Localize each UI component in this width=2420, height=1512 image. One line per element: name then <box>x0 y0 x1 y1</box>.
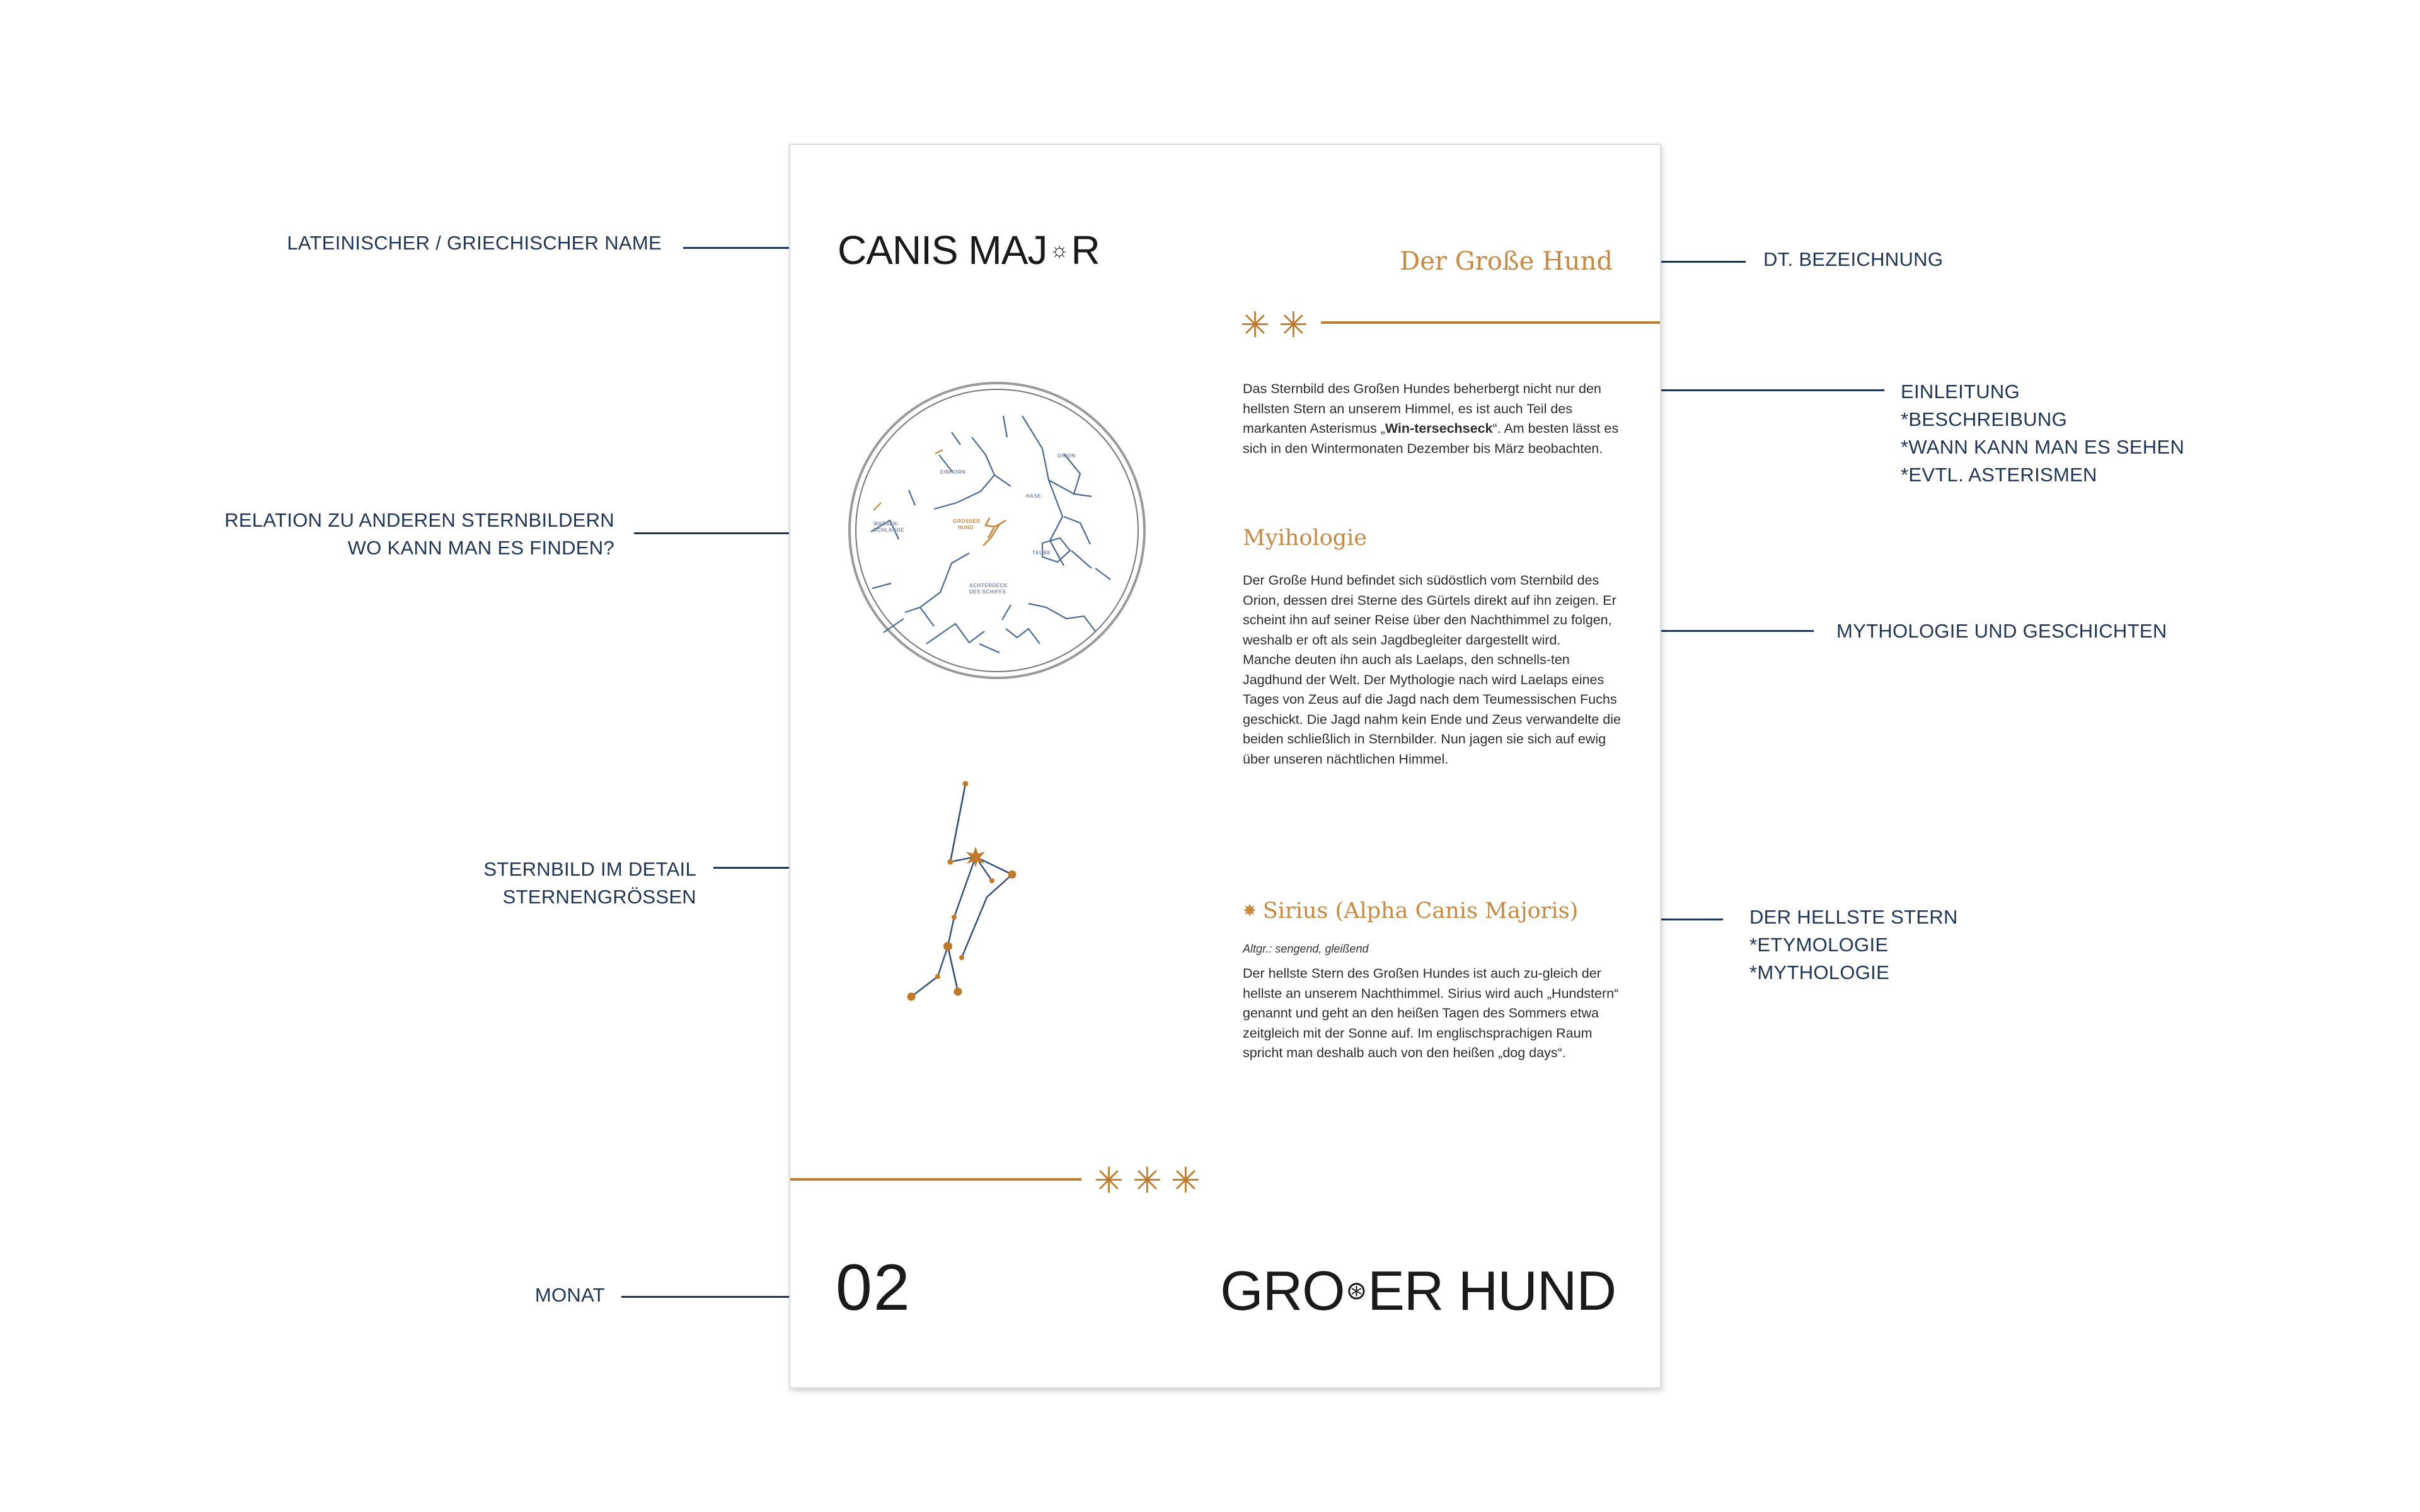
annotation-detail: STERNBILD IM DETAIL STERNENGRÖSSEN <box>483 858 696 908</box>
star-b-icon: ⊛ <box>1345 1277 1367 1305</box>
mythology-text: Der Große Hund befindet sich südöstlich vom Sternbild des Orion, dessen drei Sterne des Gürtels direkt auf ihn zeigen. Er scheint ihn auf seiner Reise über den Nachthimmel zu folgen, weshalb er oft als sein Jagdbegleiter dargestellt wird. Manche deuten ihn auch als Laelaps, den schnells-ten Jagdhund der Welt. Der Mythologie nach wird Laelaps eines Tages von Zeus auf die Jagd nach dem Teumessischen Fuchs geschickt. Die Jagd nahm kein Ende und Zeus verwandelte die beiden schließlich in Sternbilder. Nun jagen sie sich auf ewig über unseren nächtlichen Himmel. <box>1243 573 1621 767</box>
map-label-grosser-hund-1: GROSSER <box>953 518 981 524</box>
annotation-line-latin <box>683 247 797 249</box>
map-label-einhorn: EINHORN <box>940 469 966 475</box>
intro-text: Das Sternbild des Großen Hundes beherbergt nicht nur den hellsten Stern an unserem Himmel, es ist auch Teil des markanten Asterismus „Win-tersechseck“. Am besten lässt es sich in den Wintermonaten Dezember bis März beobachten. <box>1243 381 1619 456</box>
sirius-text: Der hellste Stern des Großen Hundes ist auch zu-gleich der hellste an unserem Nachthimmel. Sirius wird auch „Hundstern“ genannt und geht an den heißen Tagen des Sommers etwa zeitgleich mit der Sonne auf. Im englischsprachigen Raum spricht man deshalb auch von den heißen „dog days“. <box>1243 966 1619 1060</box>
annotation-latin-name: LATEINISCHER / GRIECHISCHER NAME <box>287 232 662 254</box>
map-label-orion: ORION <box>1057 453 1076 459</box>
sirius-etymology: Altgr.: sengend, gleißend <box>1243 942 1369 955</box>
annotation-relation: RELATION ZU ANDEREN STERNBILDERN WO KANN MAN ES FINDEN? <box>224 509 614 559</box>
latin-name: CANIS MAJ ☼ R <box>838 227 1100 273</box>
star-o-icon: ☼ <box>1049 238 1069 262</box>
annotation-line-mythology <box>1640 630 1814 632</box>
mythology-heading: Myihologie <box>1243 525 1367 551</box>
annotation-line-intro <box>1642 389 1884 391</box>
divider-stars-three: ✳✳✳ <box>1094 1160 1209 1200</box>
sirius-star-icon: ✸ <box>1243 902 1257 920</box>
sirius-star-icon <box>966 847 985 868</box>
annotation-month: MONAT <box>534 1284 605 1306</box>
star-map <box>846 379 1148 682</box>
orange-divider-top <box>1321 321 1660 324</box>
annotation-german-name: DT. BEZEICHNUNG <box>1763 248 1944 270</box>
constellation-detail-stars <box>908 781 1017 1001</box>
orange-divider-bottom <box>790 1178 1081 1181</box>
annotation-mythology: MYTHOLOGIE UND GESCHICHTEN <box>1836 620 2167 642</box>
constellation-detail-lines <box>911 784 1012 997</box>
constellation-page <box>789 144 1661 1389</box>
german-name: Der Große Hund <box>1400 247 1613 276</box>
constellation-detail <box>885 771 1112 1048</box>
map-label-achterdeck-1: ACHTERDECK <box>969 583 1008 588</box>
annotation-line-german <box>1651 261 1746 263</box>
sirius-heading: ✸ Sirius (Alpha Canis Majoris) <box>1243 898 1579 924</box>
map-label-achterdeck-2: DES SCHIFFS <box>969 589 1006 595</box>
map-label-hase: HASE <box>1026 493 1042 499</box>
map-label-grosser-hund-2: HUND <box>958 525 974 530</box>
annotation-intro: EINLEITUNG *BESCHREIBUNG *WANN KANN MAN ES SEHEN *EVTL. ASTERISMEN <box>1901 381 2185 486</box>
divider-stars-two: ✳✳ <box>1240 305 1317 345</box>
annotation-brightest: DER HELLSTE STERN *ETYMOLOGIE *MYTHOLOGIE <box>1749 906 1958 983</box>
map-label-wasserschlange-2: SCHLANGE <box>873 527 904 533</box>
map-label-taube: TAUBE <box>1032 550 1051 556</box>
annotation-line-relation <box>634 532 793 534</box>
big-german-name: GRO ⊛ ER HUND <box>1220 1259 1616 1322</box>
month-number: 02 <box>836 1251 911 1324</box>
map-label-wasserschlange-1: WASSER- <box>873 521 899 527</box>
